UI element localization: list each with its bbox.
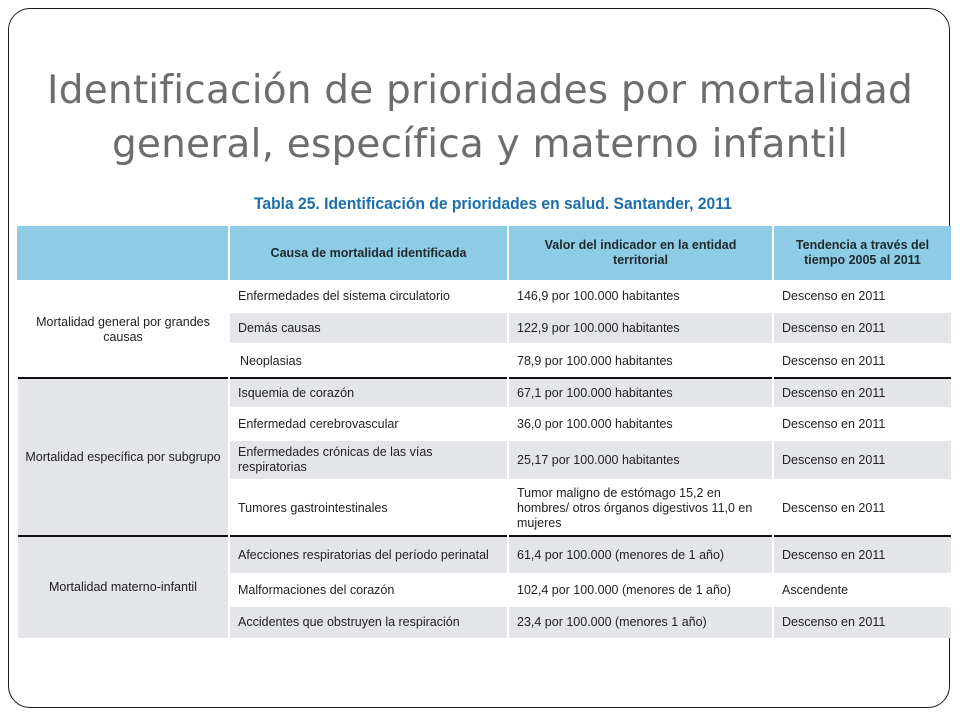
header-value: Valor del indicador en la entidad territorial <box>508 226 773 281</box>
cause-cell: Enfermedad cerebrovascular <box>229 408 508 440</box>
header-group <box>17 226 229 281</box>
cause-cell: Afecciones respiratorias del período perinatal <box>229 536 508 574</box>
group-label-maternal: Mortalidad materno-infantil <box>17 536 229 638</box>
table-row <box>17 378 951 408</box>
cause-cell: Demás causas <box>229 312 508 344</box>
trend-cell: Descenso en 2011 <box>773 312 951 344</box>
value-cell: 102,4 por 100.000 (menores de 1 año) <box>508 574 773 606</box>
trend-cell: Descenso en 2011 <box>773 344 951 378</box>
slide-title: Identificación de prioridades por mortalidad general, específica y materno infantil <box>47 68 913 167</box>
trend-cell: Ascendente <box>773 574 951 606</box>
trend-cell: Descenso en 2011 <box>773 480 951 536</box>
value-cell: 78,9 por 100.000 habitantes <box>508 344 773 378</box>
table-header-row <box>17 226 951 281</box>
cause-cell: Accidentes que obstruyen la respiración <box>229 606 508 638</box>
priorities-table <box>16 226 951 638</box>
cause-cell: Malformaciones del corazón <box>229 574 508 606</box>
table-row <box>17 281 951 312</box>
trend-cell: Descenso en 2011 <box>773 281 951 312</box>
cause-cell: Enfermedades del sistema circulatorio <box>229 281 508 312</box>
cause-cell: Neoplasias <box>229 344 508 378</box>
value-cell: 67,1 por 100.000 habitantes <box>508 378 773 408</box>
value-cell: 25,17 por 100.000 habitantes <box>508 440 773 480</box>
group-label-general: Mortalidad general por grandes causas <box>17 281 229 378</box>
group-label-specific: Mortalidad específica por subgrupo <box>17 378 229 536</box>
trend-cell: Descenso en 2011 <box>773 440 951 480</box>
trend-cell: Descenso en 2011 <box>773 536 951 574</box>
value-cell: 122,9 por 100.000 habitantes <box>508 312 773 344</box>
table-row <box>17 536 951 574</box>
cause-cell: Enfermedades crónicas de las vías respiratorias <box>229 440 508 480</box>
header-trend: Tendencia a través del tiempo 2005 al 2011 <box>773 226 951 281</box>
trend-cell: Descenso en 2011 <box>773 606 951 638</box>
cause-cell: Tumores gastrointestinales <box>229 480 508 536</box>
value-cell: 36,0 por 100.000 habitantes <box>508 408 773 440</box>
value-cell: 23,4 por 100.000 (menores 1 año) <box>508 606 773 638</box>
table-caption: Tabla 25. Identificación de prioridades en salud. Santander, 2011 <box>254 194 732 213</box>
value-cell: Tumor maligno de estómago 15,2 en hombres/ otros órganos digestivos 11,0 en mujeres <box>508 480 773 536</box>
cause-cell: Isquemia de corazón <box>229 378 508 408</box>
value-cell: 146,9 por 100.000 habitantes <box>508 281 773 312</box>
header-cause: Causa de mortalidad identificada <box>229 226 508 281</box>
trend-cell: Descenso en 2011 <box>773 378 951 408</box>
trend-cell: Descenso en 2011 <box>773 408 951 440</box>
value-cell: 61,4 por 100.000 (menores de 1 año) <box>508 536 773 574</box>
